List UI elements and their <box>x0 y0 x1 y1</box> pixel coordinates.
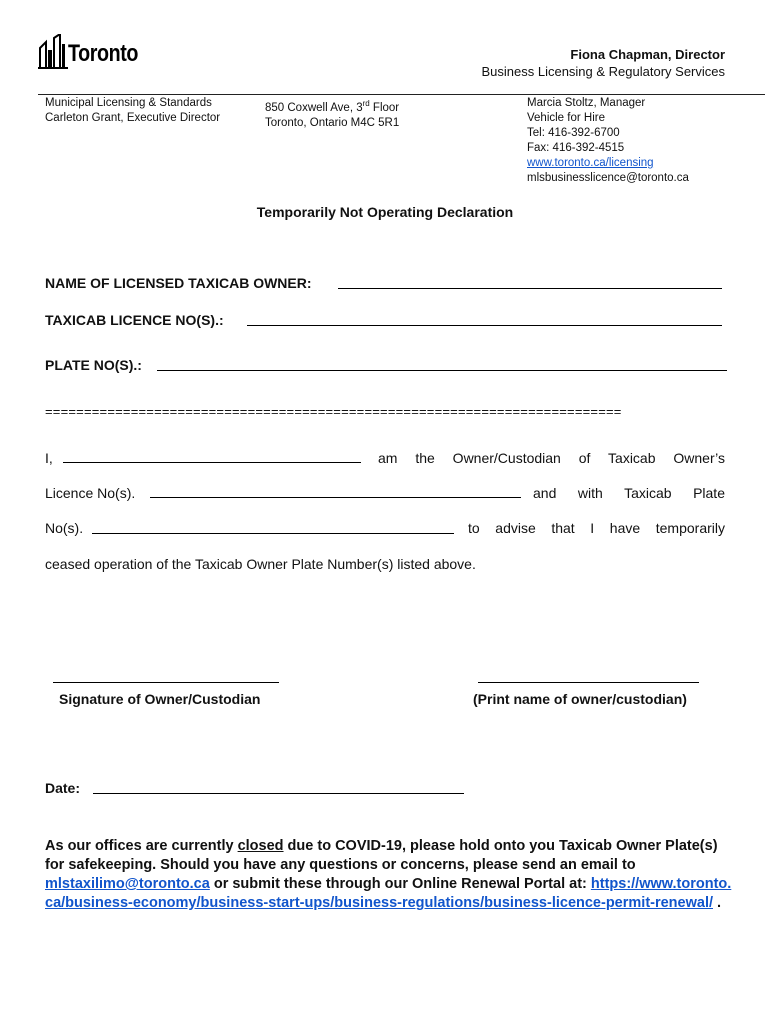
plate-label: PLATE NO(S).: <box>45 357 142 373</box>
decl-owner-text: am the Owner/Custodian of Taxicab Owner’s <box>378 450 725 466</box>
telephone: Tel: 416-392-6700 <box>527 127 620 139</box>
director-name: Fiona Chapman, Director <box>570 47 725 62</box>
contact-col-1 <box>45 96 220 126</box>
decl-licence: Licence No(s). <box>45 485 136 501</box>
decl-plate-field[interactable] <box>92 533 454 534</box>
decl-i: I, <box>45 450 53 466</box>
licensing-link[interactable]: www.toronto.ca/licensing <box>527 157 654 169</box>
covid-notice: As our offices are currently closed due to COVID-19, please hold onto you Taxicab Owner Plate(s) for safekeeping. Should you have any questions or concerns, please send an email to mlstaxilimo@toronto.ca or submit these through our Online Renewal Portal at: https://www.toronto.ca/business-economy/business-start-ups/business-regulations/business-licence-permit-renewal/ . <box>45 838 732 911</box>
signature-label: Signature of Owner/Custodian <box>59 691 261 707</box>
print-name-label: (Print name of owner/custodian) <box>473 691 687 707</box>
division-name: Municipal Licensing & Standards <box>45 97 212 109</box>
decl-name-field[interactable] <box>63 462 361 463</box>
decl-and: and with Taxicab Plate <box>533 485 725 501</box>
owner-label: NAME OF LICENSED TAXICAB OWNER: <box>45 275 312 291</box>
date-field[interactable] <box>93 793 464 794</box>
director-division: Business Licensing & Regulatory Services <box>481 64 725 79</box>
logo-wordmark: Toronto <box>68 40 138 67</box>
toronto-logo <box>38 34 158 72</box>
manager-name: Marcia Stoltz, Manager <box>527 97 646 109</box>
contact-col-3 <box>527 96 689 186</box>
header-rule <box>38 94 765 95</box>
notice-email-link[interactable]: mlstaxilimo@toronto.ca <box>45 876 210 892</box>
plate-field[interactable] <box>157 370 727 371</box>
director-block <box>481 46 725 80</box>
decl-advise: to advise that I have temporarily <box>468 520 725 536</box>
city-hall-icon <box>38 34 68 70</box>
fax: Fax: 416-392-4515 <box>527 142 625 154</box>
decl-licence-field[interactable] <box>150 497 521 498</box>
executive-director: Carleton Grant, Executive Director <box>45 112 221 124</box>
separator: ========================================================================== <box>45 404 622 419</box>
owner-field[interactable] <box>338 288 722 289</box>
address-line-2: Toronto, Ontario M4C 5R1 <box>265 116 400 129</box>
form-title: Temporarily Not Operating Declaration <box>256 204 514 220</box>
print-name-field[interactable] <box>478 682 699 683</box>
renewal-portal-link[interactable]: https://www.toronto.ca/business-economy/business-start-ups/business-regulations/business-licence-permit-renewal/ <box>45 876 732 911</box>
contact-email: mlsbusinesslicence@toronto.ca <box>527 172 689 184</box>
licence-label: TAXICAB LICENCE NO(S).: <box>45 312 224 328</box>
licence-field[interactable] <box>247 325 722 326</box>
address-line-1: 850 Coxwell Ave, 3rd Floor <box>265 99 400 114</box>
decl-ceased: ceased operation of the Taxicab Owner Plate Number(s) listed above. <box>45 556 476 572</box>
date-label: Date: <box>45 780 81 796</box>
signature-field[interactable] <box>53 682 279 683</box>
closed-emphasis: closed <box>237 838 284 854</box>
unit-name: Vehicle for Hire <box>527 112 605 124</box>
contact-col-2 <box>265 96 399 131</box>
decl-nos: No(s). <box>45 520 84 536</box>
